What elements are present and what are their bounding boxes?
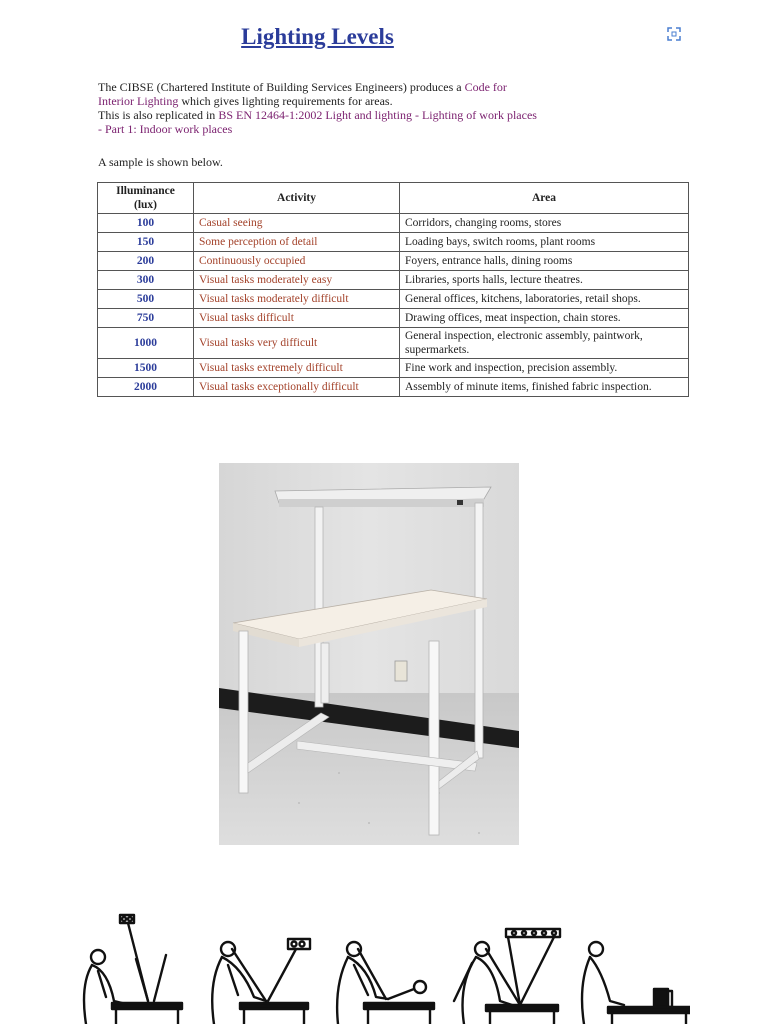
intro-text-2: which gives lighting requirements for areas. [178, 94, 393, 108]
lux-cell: 150 [98, 233, 194, 252]
posture-illustrations [78, 905, 690, 1024]
area-cell: Drawing offices, meat inspection, chain stores. [400, 309, 689, 328]
header-illuminance-line2: (lux) [134, 199, 157, 211]
activity-cell: Visual tasks very difficult [194, 328, 400, 359]
intro-paragraph [98, 80, 538, 136]
area-cell: Corridors, changing rooms, stores [400, 214, 689, 233]
table-row [98, 214, 689, 233]
table-row [98, 290, 689, 309]
activity-cell: Visual tasks exceptionally difficult [194, 378, 400, 397]
header-area: Area [400, 183, 689, 214]
table-row [98, 252, 689, 271]
table-row [98, 328, 689, 359]
area-cell: Fine work and inspection, precision assembly. [400, 359, 689, 378]
area-cell: Libraries, sports halls, lecture theatres. [400, 271, 689, 290]
lux-cell: 1000 [98, 328, 194, 359]
activity-cell: Visual tasks extremely difficult [194, 359, 400, 378]
lux-cell: 200 [98, 252, 194, 271]
table-row [98, 359, 689, 378]
area-cell: Loading bays, switch rooms, plant rooms [400, 233, 689, 252]
header-activity: Activity [194, 183, 400, 214]
area-cell: Foyers, entrance halls, dining rooms [400, 252, 689, 271]
area-cell: General offices, kitchens, laboratories, retail shops. [400, 290, 689, 309]
area-cell: General inspection, electronic assembly, paintwork, supermarkets. [400, 328, 689, 359]
lux-cell: 300 [98, 271, 194, 290]
table-header-row [98, 183, 689, 214]
intro-text-1: The CIBSE (Chartered Institute of Building Services Engineers) produces a [98, 80, 465, 94]
area-cell: Assembly of minute items, finished fabric inspection. [400, 378, 689, 397]
page-title: Lighting Levels [241, 24, 394, 49]
bs-en-12464-link[interactable]: BS EN 12464-1:2002 Light and lighting - Lighting of work places - Part 1: Indoor work places [98, 108, 537, 136]
expand-icon-glyph [667, 27, 681, 41]
lighting-levels-table [97, 182, 689, 397]
intro-text-3: This is also replicated in [98, 108, 219, 122]
header-illuminance-line1: Illuminance [116, 185, 175, 197]
table-row [98, 271, 689, 290]
header-illuminance [98, 183, 194, 214]
activity-cell: Continuously occupied [194, 252, 400, 271]
workbench-photo [219, 463, 519, 845]
activity-cell: Visual tasks moderately difficult [194, 290, 400, 309]
lux-cell: 2000 [98, 378, 194, 397]
expand-icon[interactable] [662, 22, 686, 46]
lux-cell: 750 [98, 309, 194, 328]
activity-cell: Casual seeing [194, 214, 400, 233]
lux-cell: 100 [98, 214, 194, 233]
activity-cell: Some perception of detail [194, 233, 400, 252]
sample-text: A sample is shown below. [98, 155, 223, 169]
table-row [98, 378, 689, 397]
activity-cell: Visual tasks moderately easy [194, 271, 400, 290]
activity-cell: Visual tasks difficult [194, 309, 400, 328]
table-row [98, 309, 689, 328]
lux-cell: 1500 [98, 359, 194, 378]
code-for-interior-lighting-link-2[interactable]: Interior Lighting [98, 94, 179, 108]
lux-cell: 500 [98, 290, 194, 309]
code-for-interior-lighting-link-1[interactable]: Code for [464, 80, 507, 94]
table-row [98, 233, 689, 252]
